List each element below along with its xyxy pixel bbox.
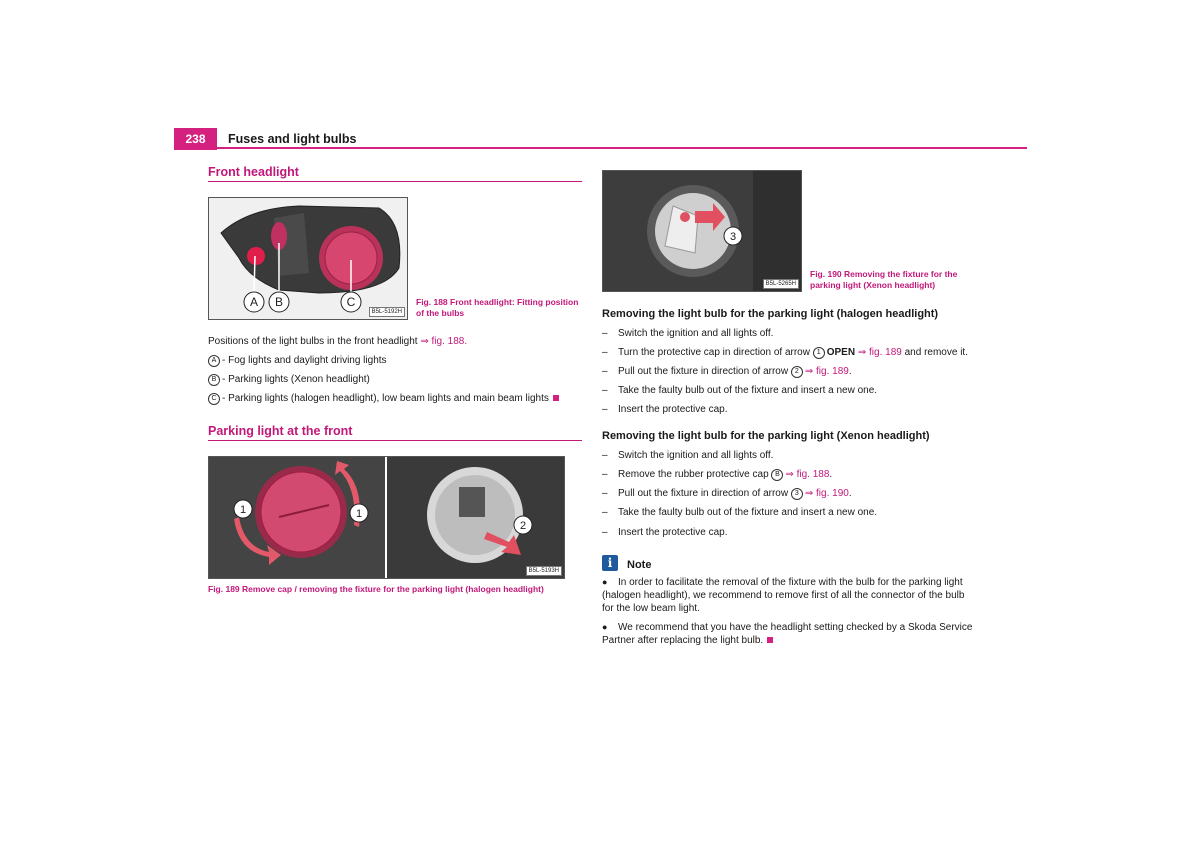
- fig188-label-b: B: [274, 295, 284, 309]
- bullet-icon: ●: [602, 577, 608, 587]
- dash: –: [602, 469, 608, 480]
- dash: –: [602, 404, 608, 415]
- step-item: [602, 328, 773, 339]
- step-text: Pull out the fixture in direction of arrow: [618, 488, 789, 499]
- dash: –: [602, 507, 608, 518]
- step-text: Pull out the fixture in direction of arrow: [618, 366, 789, 377]
- step-item: [602, 488, 852, 500]
- marker-b: B: [771, 469, 783, 481]
- figure-190-code: B5L-5265H: [763, 279, 799, 289]
- step-item: [602, 347, 968, 359]
- dash: –: [602, 328, 608, 339]
- figure-188-caption: Fig. 188 Front headlight: Fitting position of the bulbs: [416, 297, 579, 318]
- step-text-end: .: [829, 469, 833, 480]
- step-text-end: .: [848, 488, 852, 499]
- step-text: Take the faulty bulb out of the fixture and insert a new one.: [618, 507, 878, 518]
- fig188-link[interactable]: ⇒ fig. 188: [785, 469, 830, 480]
- step-item: [602, 507, 877, 518]
- step-item: [602, 404, 728, 415]
- dash: –: [602, 450, 608, 461]
- marker-2: 2: [791, 366, 803, 378]
- positions-intro: [208, 336, 467, 347]
- dash: –: [602, 366, 608, 377]
- positions-intro-text: Positions of the light bulbs in the front headlight: [208, 336, 418, 347]
- bulb-position-text: - Parking lights (halogen headlight), low beam lights and main beam lights: [222, 393, 549, 404]
- bullet-icon: ●: [602, 622, 608, 632]
- figure-189-caption: Fig. 189 Remove cap / removing the fixture for the parking light (halogen headlight): [208, 584, 544, 594]
- note-bullet: [602, 576, 977, 615]
- dash: –: [602, 527, 608, 538]
- halogen-subheading: Removing the light bulb for the parking light (halogen headlight): [602, 308, 939, 320]
- dash: –: [602, 347, 608, 358]
- dash: –: [602, 385, 608, 396]
- fig188-label-c: C: [346, 295, 356, 309]
- xenon-subheading: Removing the light bulb for the parking light (Xenon headlight): [602, 430, 930, 442]
- fig189-link[interactable]: ⇒ fig. 189: [857, 347, 902, 358]
- step-text-end: and remove it.: [901, 347, 968, 358]
- step-text: Switch the ignition and all lights off.: [618, 328, 774, 339]
- end-marker-icon: [767, 637, 773, 643]
- figure-188-code: B5L-5192H: [369, 307, 405, 317]
- figure-189-image: [208, 456, 565, 579]
- bulb-position-item: [208, 355, 387, 367]
- fig190-label-3: 3: [729, 231, 737, 243]
- step-text: Insert the protective cap.: [618, 527, 728, 538]
- fig189-label-1a: 1: [239, 504, 247, 516]
- section-title-front-headlight: Front headlight: [208, 165, 582, 182]
- header-rule: [174, 147, 1027, 149]
- step-text-end: .: [848, 366, 852, 377]
- figure-190-caption: Fig. 190 Removing the fixture for the parking light (Xenon headlight): [810, 269, 958, 290]
- page-number: 238: [174, 128, 217, 150]
- marker-c: C: [208, 393, 220, 405]
- step-text: Switch the ignition and all lights off.: [618, 450, 774, 461]
- step-item: [602, 366, 852, 378]
- step-text: Remove the rubber protective cap: [618, 469, 769, 480]
- step-item: [602, 469, 832, 481]
- step-text: Insert the protective cap.: [618, 404, 728, 415]
- figure-188-image: [208, 197, 408, 320]
- note-bullet-text: We recommend that you have the headlight setting checked by a Skoda Service Partner after replacing the light bulb.: [602, 622, 973, 646]
- note-bullet-text: In order to facilitate the removal of the fixture with the bulb for the parking light (halogen headlight), we recommend to remove first of all the connector of the bulb for the low beam light.: [602, 577, 965, 614]
- fig189-label-1b: 1: [355, 508, 363, 520]
- fig189-label-2: 2: [519, 520, 527, 532]
- chapter-title: Fuses and light bulbs: [228, 132, 357, 146]
- marker-3: 3: [791, 488, 803, 500]
- fig189-link[interactable]: ⇒ fig. 189: [804, 366, 849, 377]
- end-marker-icon: [553, 395, 559, 401]
- marker-1: 1: [813, 347, 825, 359]
- step-item: [602, 450, 773, 461]
- step-text: Take the faulty bulb out of the fixture and insert a new one.: [618, 385, 878, 396]
- note-bullet: [602, 621, 977, 647]
- bulb-position-text: - Fog lights and daylight driving lights: [222, 355, 387, 366]
- figure-189-code: B5L-5193H: [526, 566, 562, 576]
- note-title: Note: [627, 559, 652, 571]
- fig190-link[interactable]: ⇒ fig. 190: [804, 488, 849, 499]
- marker-a: A: [208, 355, 220, 367]
- fig188-label-a: A: [249, 295, 259, 309]
- figure-190-image: [602, 170, 802, 292]
- step-item: [602, 527, 728, 538]
- step-text: Turn the protective cap in direction of arrow: [618, 347, 810, 358]
- dash: –: [602, 488, 608, 499]
- section-title-parking-light: Parking light at the front: [208, 424, 582, 441]
- bulb-position-text: - Parking lights (Xenon headlight): [222, 374, 370, 385]
- marker-b: B: [208, 374, 220, 386]
- fig188-link[interactable]: ⇒ fig. 188.: [420, 336, 468, 347]
- bulb-position-item: [208, 374, 370, 386]
- bulb-position-item: [208, 393, 559, 405]
- step-item: [602, 385, 877, 396]
- open-label: OPEN: [826, 347, 856, 358]
- info-icon: i: [602, 555, 618, 571]
